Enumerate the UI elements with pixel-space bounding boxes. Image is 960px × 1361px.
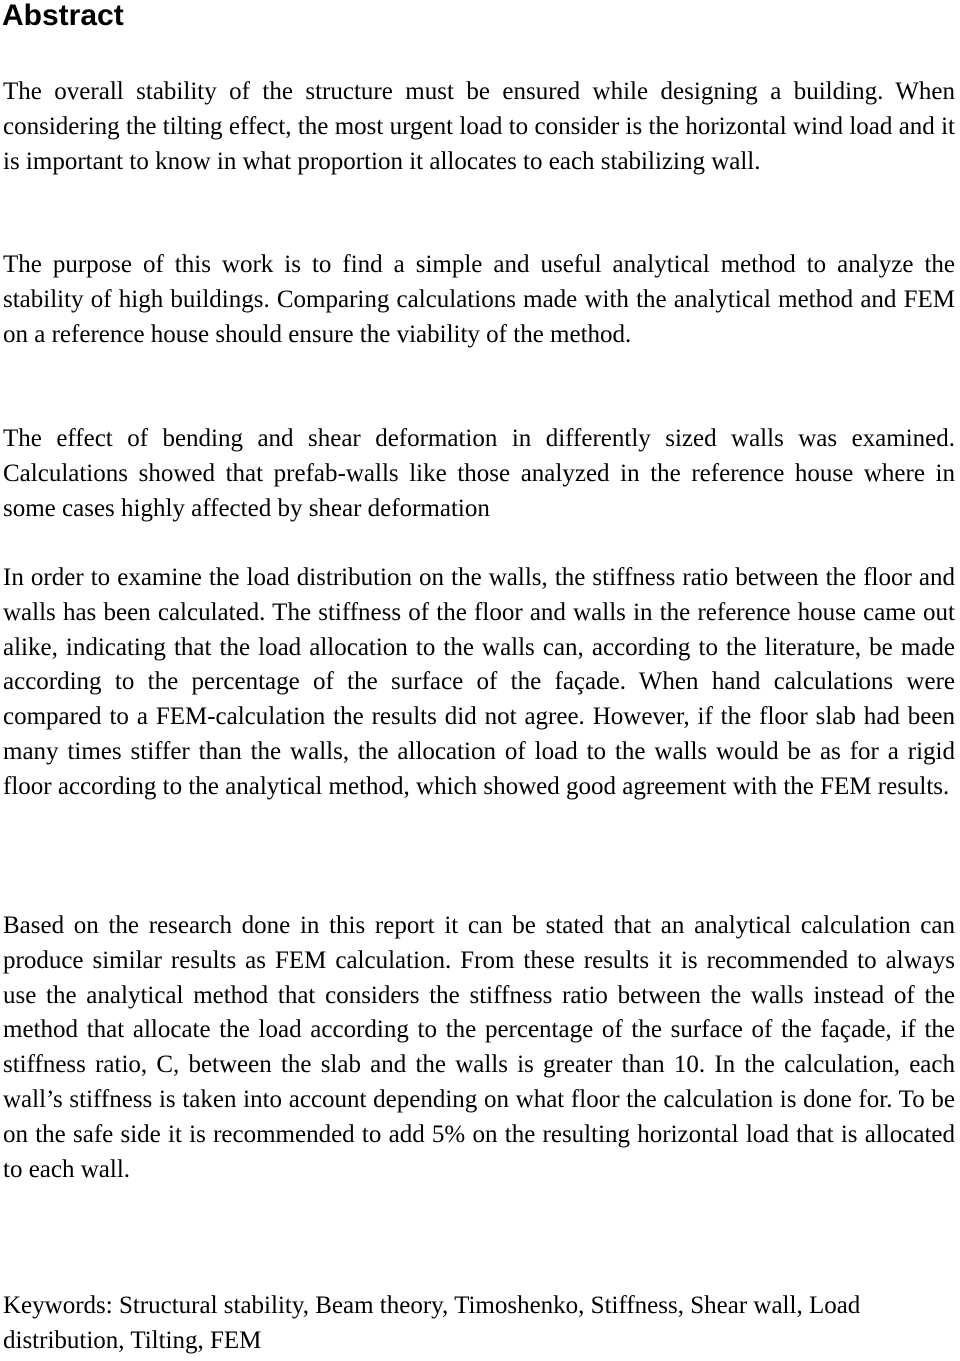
paragraph-load-distribution: In order to examine the load distribution on the walls, the stiffness ratio between the floor and walls has been calculated. The stiffness of the floor and walls in the reference house came out alike, indicating that the load allocation to the walls can, according to the literature, be made according to the percentage of the surface of the façade. When hand calculations were compared to a FEM-calculation the results did not agree. However, if the floor slab had been many times stiffer than the walls, the allocation of load to the walls would be as for a rigid floor according to the analytical method, which showed good agreement with the FEM results. xyxy=(3,564,955,800)
keywords: Keywords: Structural stability, Beam theory, Timoshenko, Stiffness, Shear wall, Load distribution, Tilting, FEM xyxy=(3,1292,861,1354)
paragraph-stability-intro: The overall stability of the structure must be ensured while designing a building. When considering the tilting effect, the most urgent load to consider is the horizontal wind load and it is important to know in what proportion it allocates to each stabilizing wall. xyxy=(3,78,955,175)
paragraph-conclusion: Based on the research done in this report it can be stated that an analytical calculation can produce similar results as FEM calculation. From these results it is recommended to always use the analytical method that considers the stiffness ratio between the walls instead of the method that allocate the load according to the percentage of the surface of the façade, if the stiffness ratio, C, between the slab and the walls is greater than 10. In the calculation, each wall’s stiffness is taken into account depending on what floor the calculation is done for. To be on the safe side it is recommended to add 5% on the resulting horizontal load that is allocated to each wall. xyxy=(3,912,955,1183)
paragraph-shear-deformation: The effect of bending and shear deformation in differently sized walls was examined. Calculations showed that prefab-walls like those analyzed in the reference house where in some cases highly affected by shear deformation xyxy=(3,425,955,522)
abstract-heading: Abstract xyxy=(2,0,124,32)
paragraph-purpose: The purpose of this work is to find a simple and useful analytical method to analyze the stability of high buildings. Comparing calculations made with the analytical method and FEM on a reference house should ensure the viability of the method. xyxy=(3,251,955,348)
